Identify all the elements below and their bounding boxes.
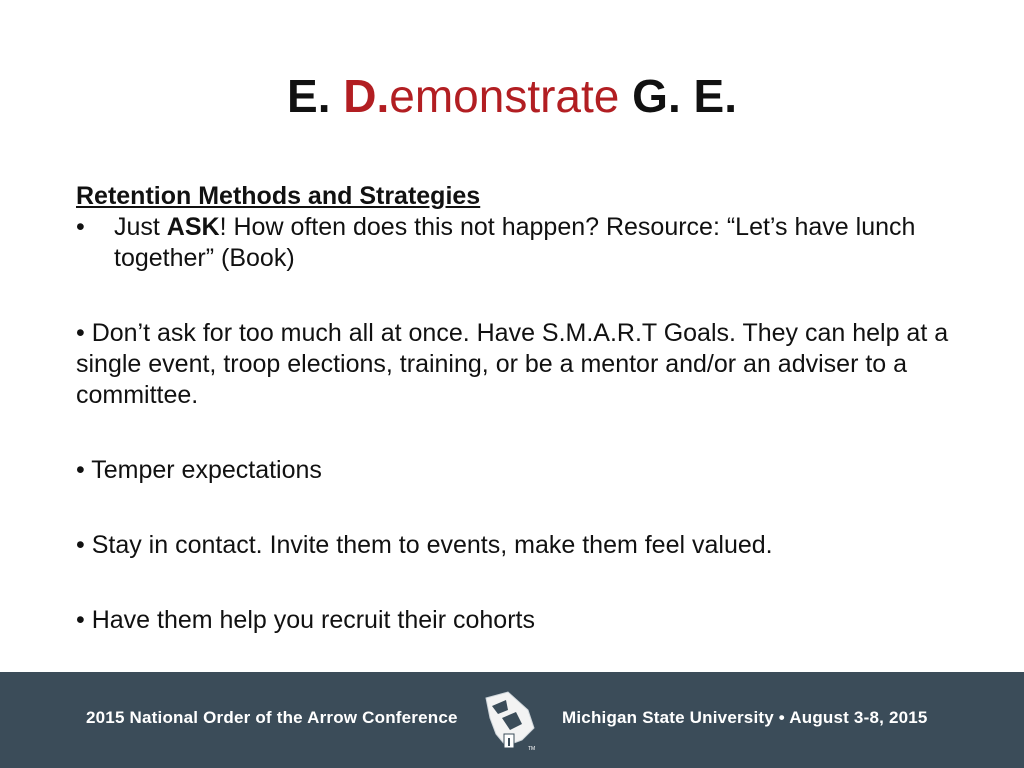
bullet-item-ask <box>76 212 976 274</box>
section-heading: Retention Methods and Strategies <box>76 182 481 210</box>
bullet-prefix: Just <box>114 213 167 241</box>
slide-body <box>76 181 976 636</box>
arrowhead-logo-icon <box>478 688 544 754</box>
footer-conference-name: 2015 National Order of the Arrow Conference <box>86 708 458 727</box>
slide-title <box>0 66 1024 126</box>
bullet-rest: ! How often does this not happen? Resource: “Let’s have lunch together” (Book) <box>114 213 916 272</box>
bullet-item-stay-in-contact: • Stay in contact. Invite them to events, make them feel valued. <box>76 531 773 559</box>
bullet-symbol: • <box>76 213 85 241</box>
bullet-text <box>114 212 976 274</box>
footer-location-dates: Michigan State University • August 3-8, 2015 <box>562 708 928 727</box>
title-part-e: E. <box>287 70 344 122</box>
bullet-emphasis: ASK <box>166 213 220 241</box>
title-part-emonstrate: emonstrate <box>389 70 620 122</box>
title-part-d: D. <box>343 70 390 122</box>
bullet-item-smart-goals: • Don’t ask for too much all at once. Have S.M.A.R.T Goals. They can help at a single event, troop elections, training, or be a mentor and/or an adviser to a committee. <box>76 319 949 409</box>
footer-bar <box>0 672 1024 768</box>
bullet-item-recruit-cohorts: • Have them help you recruit their cohorts <box>76 606 535 634</box>
bullet-item-temper-expectations: • Temper expectations <box>76 456 322 484</box>
svg-text:TM: TM <box>528 746 536 752</box>
title-part-ge: G. E. <box>619 70 737 122</box>
